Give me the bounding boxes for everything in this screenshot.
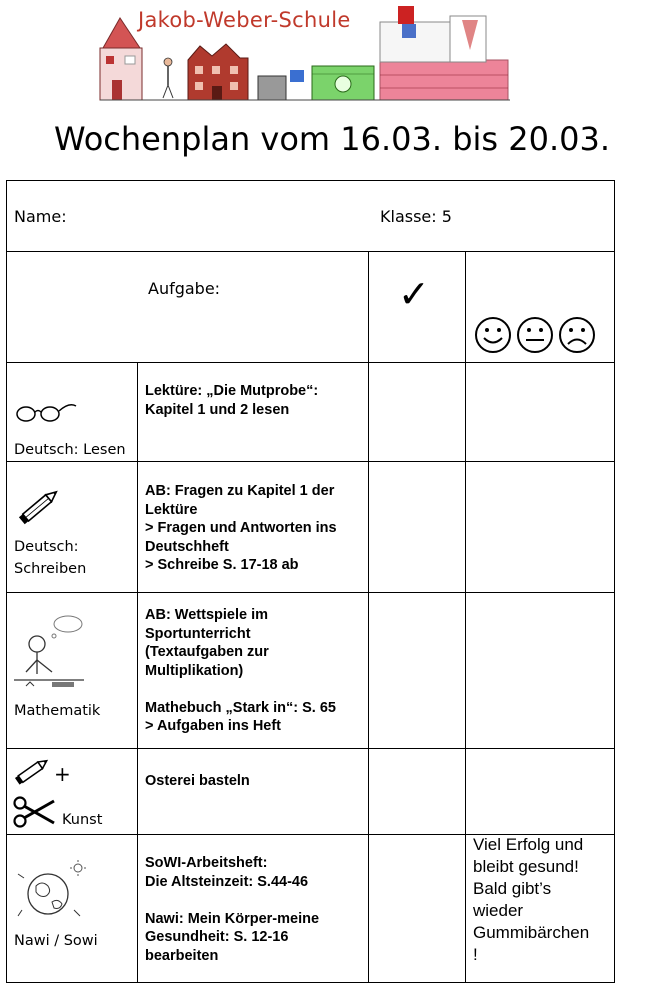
- page-title: Wochenplan vom 16.03. bis 20.03.: [53, 120, 611, 158]
- subject-label: Deutsch: Schreiben: [14, 539, 87, 577]
- rating-faces-icon: [474, 316, 596, 354]
- thinking-figure-icon: [12, 612, 92, 696]
- globe-icon: [14, 858, 90, 926]
- blue-block-drawing: [290, 70, 304, 82]
- grey-block-drawing: [258, 76, 286, 100]
- sad-face-icon: [560, 318, 594, 352]
- scissors-icon: [12, 795, 58, 829]
- subject-label: Mathematik: [14, 703, 101, 719]
- encouragement-note: Viel Erfolg und bleibt gesund! Bald gibt’s wieder Gummibärchen !: [473, 835, 590, 964]
- subject-label: Kunst: [62, 812, 103, 828]
- subject-label: Nawi / Sowi: [14, 933, 98, 949]
- task-text: AB: Wettspiele im Sportunterricht (Textaufgaben zur Multiplikation) Mathebuch „Stark in“: S. 65 > Aufgaben ins Heft: [145, 607, 336, 734]
- table-divider: [6, 461, 615, 462]
- table-divider: [6, 251, 615, 252]
- school-name: Jakob-Weber-Schule: [138, 8, 351, 32]
- brick-building-drawing: [188, 44, 248, 100]
- pencil-icon: [14, 486, 64, 528]
- table-border-top: [6, 180, 615, 181]
- house-drawing: [100, 18, 142, 100]
- table-divider: [6, 362, 615, 363]
- table-border-left: [6, 180, 7, 983]
- table-border-right: [614, 180, 615, 983]
- table-divider: [6, 592, 615, 593]
- pink-building-drawing: [380, 6, 508, 100]
- green-building-drawing: [312, 66, 374, 100]
- task-text: AB: Fragen zu Kapitel 1 der Lektüre > Fragen und Antworten ins Deutschheft > Schreibe S. 17-18 ab: [145, 483, 337, 573]
- task-text: Lektüre: „Die Mutprobe“: Kapitel 1 und 2 lesen: [145, 383, 319, 418]
- task-column-label: Aufgabe:: [148, 279, 221, 298]
- class-label: Klasse: 5: [380, 207, 452, 226]
- task-text: Osterei basteln: [145, 773, 250, 789]
- table-column-divider: [137, 362, 138, 983]
- neutral-face-icon: [518, 318, 552, 352]
- table-border-bottom: [6, 982, 615, 983]
- pencil-icon: [12, 754, 52, 788]
- happy-face-icon: [476, 318, 510, 352]
- task-text: SoWI-Arbeitsheft: Die Altsteinzeit: S.44-46 Nawi: Mein Körper-meine Gesundheit: S. 12-16 bearbeiten: [145, 855, 320, 964]
- person-drawing: [163, 58, 173, 98]
- checkmark-icon: ✓: [398, 272, 430, 316]
- glasses-icon: [14, 398, 78, 424]
- table-column-divider: [465, 251, 466, 983]
- table-column-divider: [368, 251, 369, 983]
- subject-label: Deutsch: Lesen: [14, 442, 126, 458]
- plus-sign: +: [54, 762, 71, 786]
- name-label: Name:: [14, 207, 67, 226]
- table-divider: [6, 748, 615, 749]
